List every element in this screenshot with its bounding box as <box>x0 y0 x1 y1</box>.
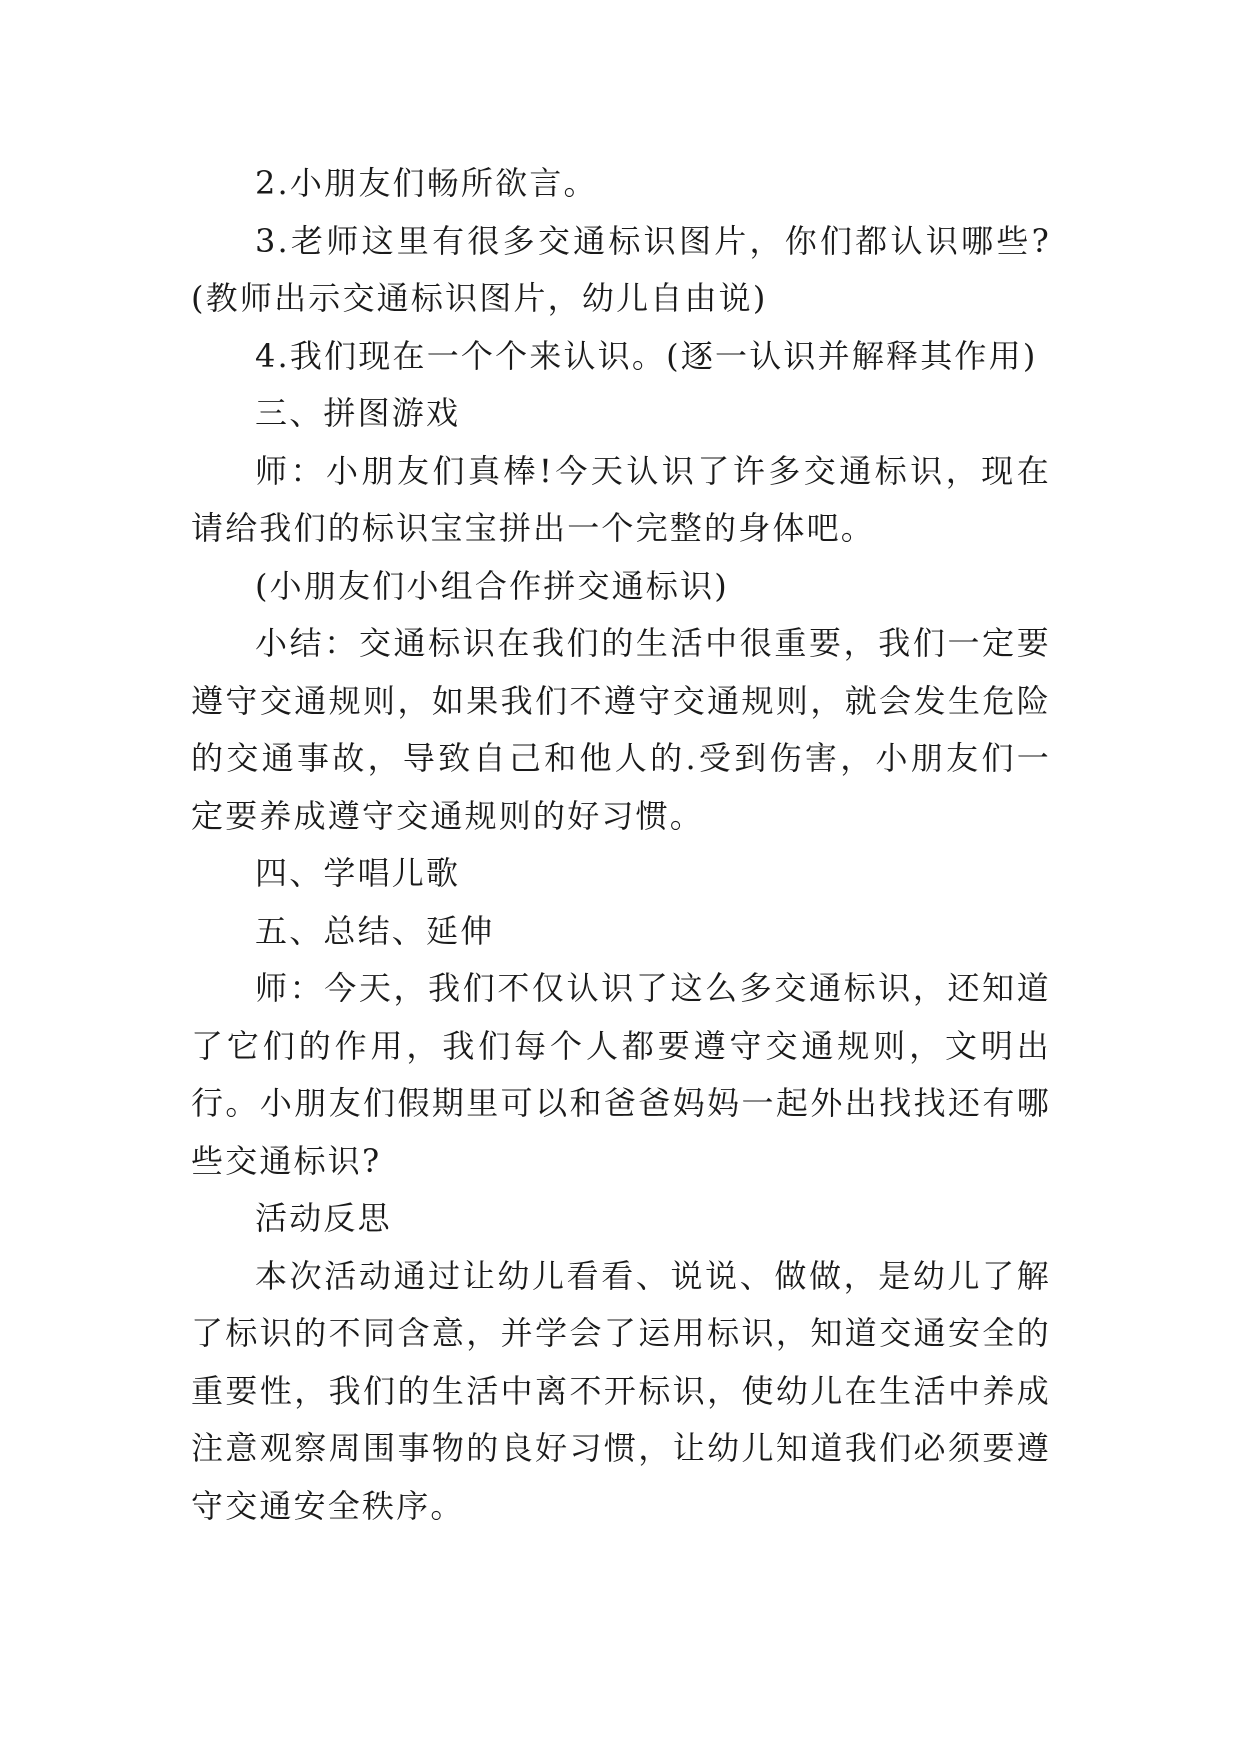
paragraph-teacher-conclusion: 师：今天，我们不仅认识了这么多交通标识，还知道了它们的作用，我们每个人都要遵守交通规则，文明出行。小朋友们假期里可以和爸爸妈妈一起外出找找还有哪些交通标识? <box>191 969 1051 1180</box>
paragraph-teacher-puzzle: 师：小朋友们真棒!今天认识了许多交通标识，现在请给我们的标识宝宝拼出一个完整的身体吧。 <box>191 451 1051 547</box>
paragraph-step-4: 4.我们现在一个个来认识。(逐一认识并解释其作用) <box>255 336 1038 375</box>
document-body <box>191 155 1051 1535</box>
paragraph-step-2: 2.小朋友们畅所欲言。 <box>255 164 598 202</box>
paragraph-group-puzzle: (小朋友们小组合作拼交通标识) <box>255 566 729 605</box>
paragraph-reflection: 本次活动通过让幼儿看看、说说、做做，是幼儿了解了标识的不同含意，并学会了运用标识，知道交通安全的重要性，我们的生活中离不开标识，使幼儿在生活中养成注意观察周围事物的良好习惯，让幼儿知道我们必须要遵守交通安全秩序。 <box>191 1256 1051 1525</box>
paragraph-summary: 小结：交通标识在我们的生活中很重要，我们一定要遵守交通规则，如果我们不遵守交通规则，就会发生危险的交通事故，导致自己和他人的.受到伤害，小朋友们一定要养成遵守交通规则的好习惯。 <box>191 624 1051 835</box>
section-heading-reflection: 活动反思 <box>255 1199 392 1237</box>
paragraph-step-3: 3.老师这里有很多交通标识图片，你们都认识哪些?(教师出示交通标识图片，幼儿自由说) <box>191 221 1051 317</box>
section-heading-conclusion: 五、总结、延伸 <box>255 911 495 950</box>
section-heading-puzzle-game: 三、拼图游戏 <box>255 394 461 432</box>
section-heading-song: 四、学唱儿歌 <box>255 854 461 892</box>
